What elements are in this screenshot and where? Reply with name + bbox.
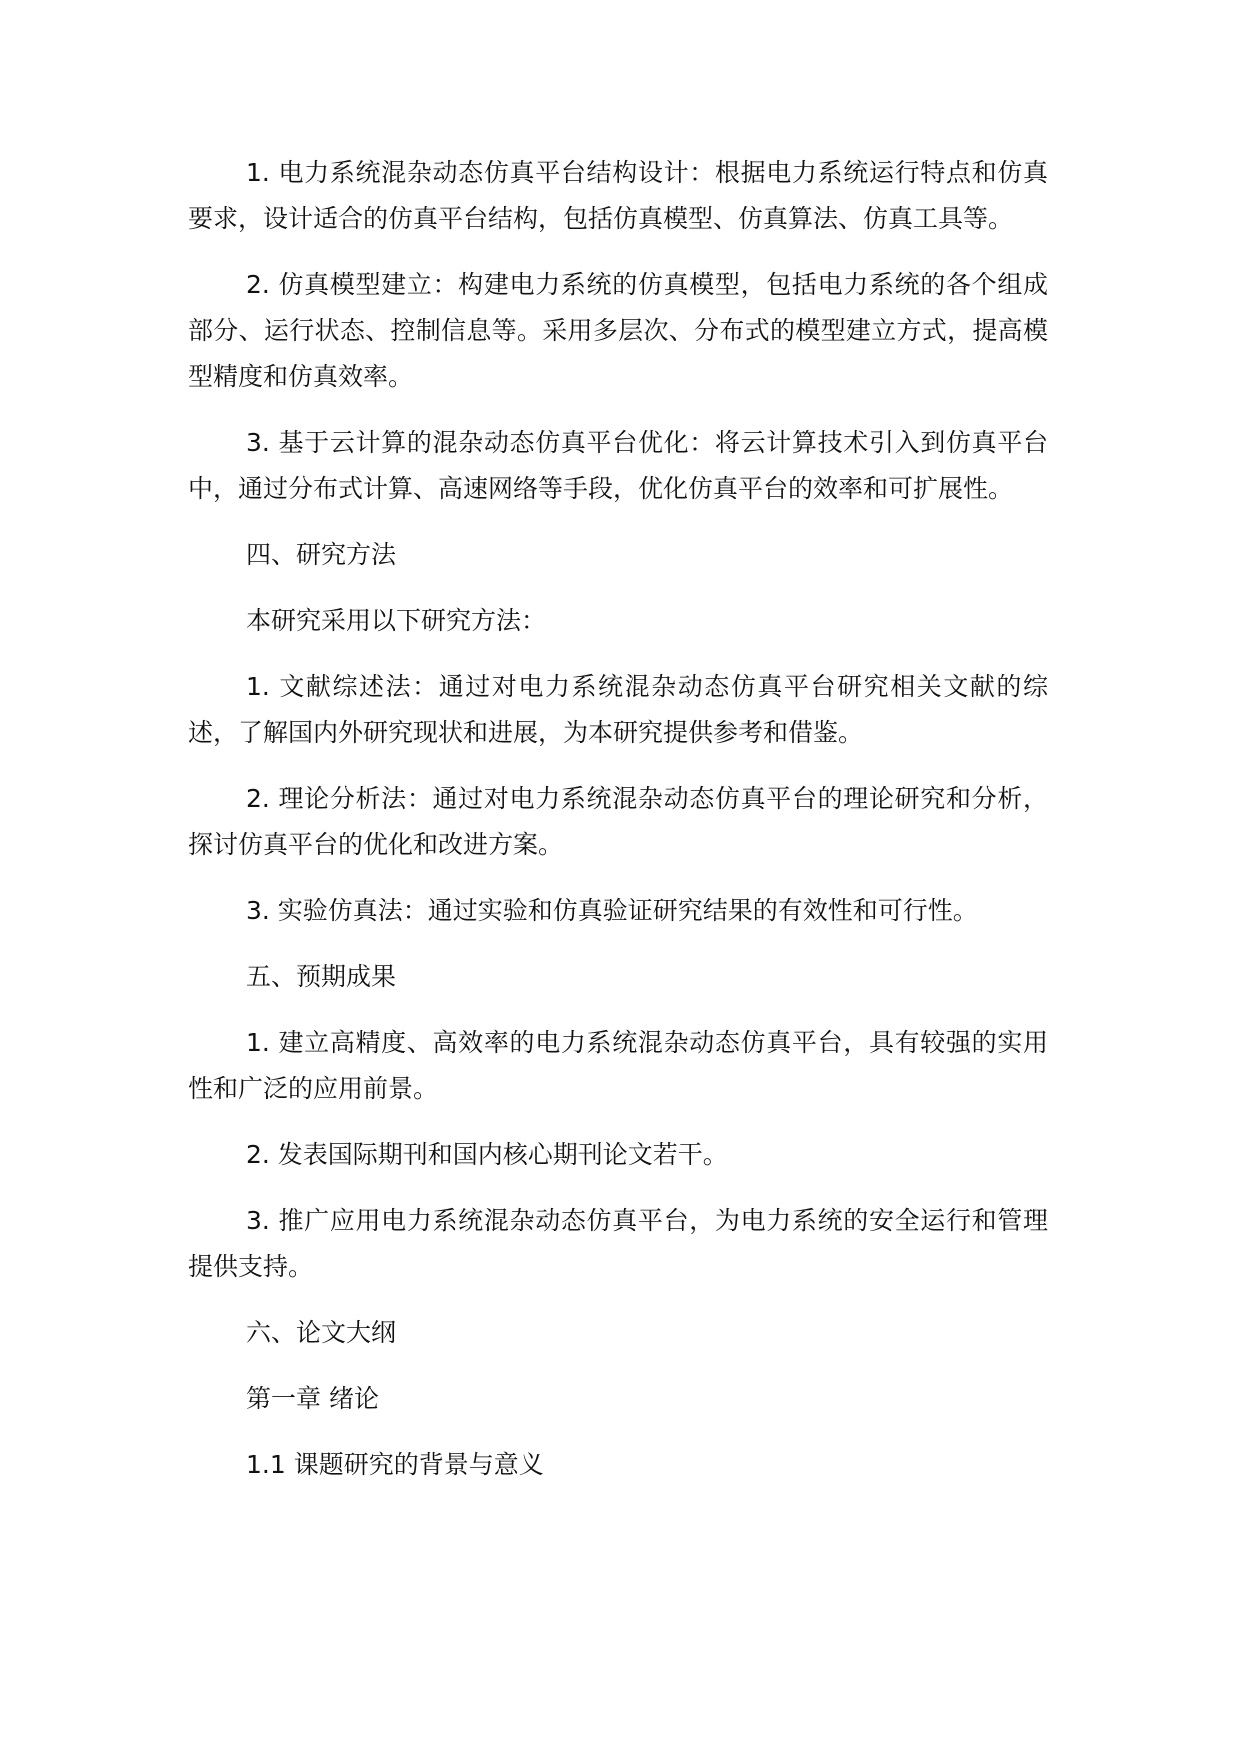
paragraph-cloud-optimization: 3. 基于云计算的混杂动态仿真平台优化：将云计算技术引入到仿真平台中，通过分布式计算、高速网络等手段，优化仿真平台的效率和可扩展性。 bbox=[188, 428, 1048, 503]
paragraph-literature-review: 1. 文献综述法：通过对电力系统混杂动态仿真平台研究相关文献的综述，了解国内外研究现状和进展，为本研究提供参考和借鉴。 bbox=[188, 672, 1048, 747]
paragraph-result-platform: 1. 建立高精度、高效率的电力系统混杂动态仿真平台，具有较强的实用性和广泛的应用前景。 bbox=[188, 1028, 1048, 1103]
paragraph-methods-intro: 本研究采用以下研究方法： bbox=[246, 606, 547, 635]
section-heading-expected-results: 五、预期成果 bbox=[246, 962, 397, 991]
paragraph-result-application: 3. 推广应用电力系统混杂动态仿真平台，为电力系统的安全运行和管理提供支持。 bbox=[188, 1206, 1048, 1281]
paragraph-result-publications: 2. 发表国际期刊和国内核心期刊论文若干。 bbox=[246, 1140, 728, 1169]
chapter-heading-introduction: 第一章 绪论 bbox=[246, 1384, 379, 1413]
section-heading-research-methods: 四、研究方法 bbox=[246, 540, 397, 569]
paragraph-platform-structure: 1. 电力系统混杂动态仿真平台结构设计：根据电力系统运行特点和仿真要求，设计适合的仿真平台结构，包括仿真模型、仿真算法、仿真工具等。 bbox=[188, 158, 1048, 233]
paragraph-model-building: 2. 仿真模型建立：构建电力系统的仿真模型，包括电力系统的各个组成部分、运行状态、控制信息等。采用多层次、分布式的模型建立方式，提高模型精度和仿真效率。 bbox=[188, 270, 1048, 391]
section-heading-thesis-outline: 六、论文大纲 bbox=[246, 1318, 397, 1347]
paragraph-theoretical-analysis: 2. 理论分析法：通过对电力系统混杂动态仿真平台的理论研究和分析，探讨仿真平台的优化和改进方案。 bbox=[188, 784, 1048, 859]
subsection-heading-background: 1.1 课题研究的背景与意义 bbox=[246, 1450, 544, 1479]
paragraph-experimental-simulation: 3. 实验仿真法：通过实验和仿真验证研究结果的有效性和可行性。 bbox=[246, 896, 978, 925]
document-page bbox=[188, 150, 1048, 1508]
